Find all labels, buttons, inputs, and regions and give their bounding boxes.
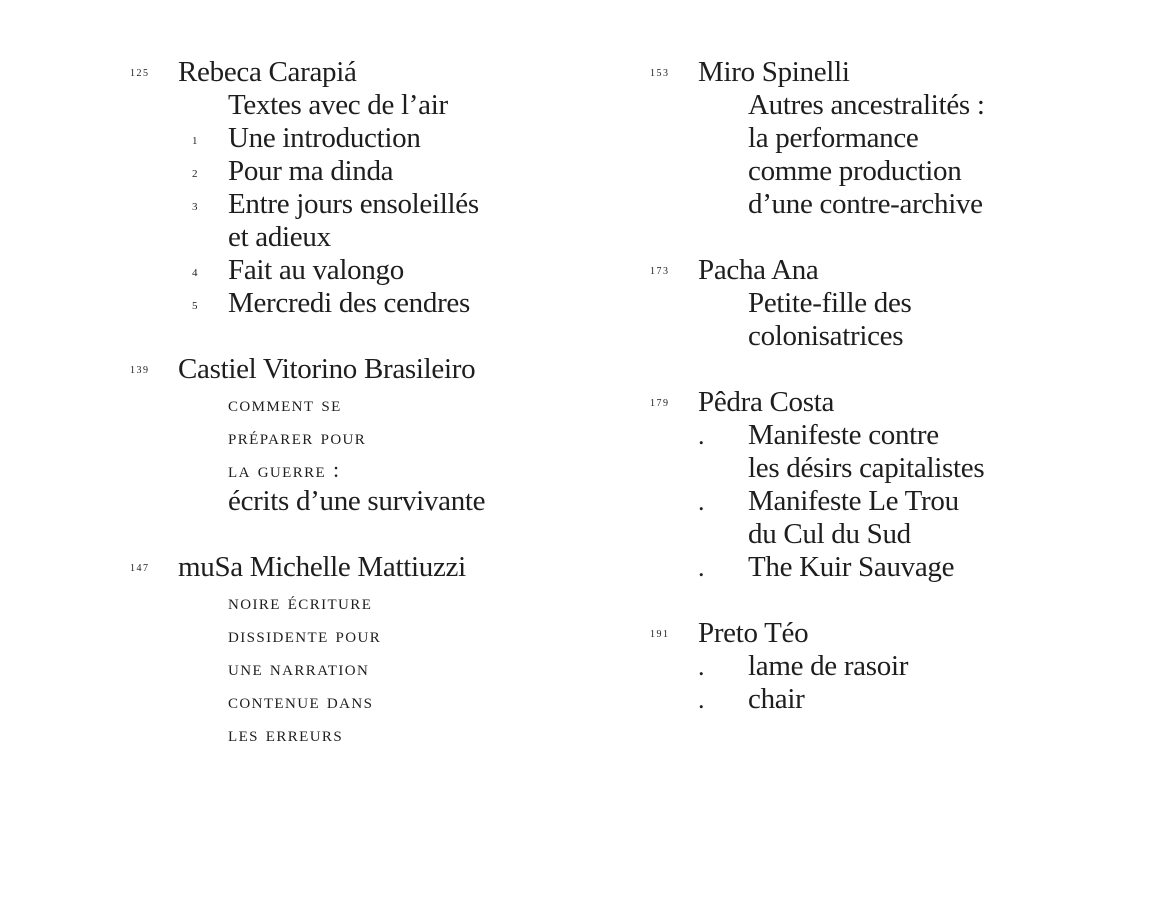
title-line bbox=[126, 155, 606, 188]
toc-left-column bbox=[126, 56, 606, 782]
author-name: Rebeca Carapiá bbox=[178, 56, 357, 88]
title-text: écrits d’une survivante bbox=[228, 485, 486, 517]
title-line bbox=[646, 122, 1146, 155]
title-line bbox=[646, 89, 1146, 122]
title-line bbox=[126, 188, 606, 221]
toc-entry bbox=[646, 56, 1146, 221]
page-number: 179 bbox=[650, 398, 670, 409]
title-line bbox=[126, 716, 606, 749]
title-line bbox=[646, 155, 1146, 188]
title-line bbox=[126, 584, 606, 617]
toc-entry bbox=[646, 386, 1146, 584]
title-text: Une introduction bbox=[228, 122, 421, 154]
title-text: du Cul du Sud bbox=[748, 518, 911, 550]
author-name: Castiel Vitorino Brasileiro bbox=[178, 353, 476, 385]
title-text: préparer pour bbox=[228, 424, 367, 449]
title-text: The Kuir Sauvage bbox=[748, 551, 955, 583]
title-text: colonisatrices bbox=[748, 320, 904, 352]
title-text: noire écriture bbox=[228, 589, 373, 614]
author-line bbox=[126, 551, 606, 584]
title-text: chair bbox=[748, 683, 805, 715]
title-text: Petite-fille des bbox=[748, 287, 912, 319]
item-number: 2 bbox=[192, 168, 198, 180]
item-number: 1 bbox=[192, 135, 198, 147]
item-number: 3 bbox=[192, 201, 198, 213]
title-line bbox=[646, 188, 1146, 221]
title-text: comme production bbox=[748, 155, 962, 187]
toc-entry bbox=[646, 254, 1146, 353]
title-line bbox=[646, 485, 1146, 518]
title-line bbox=[126, 221, 606, 254]
title-text: la performance bbox=[748, 122, 919, 154]
title-line bbox=[646, 452, 1146, 485]
author-line bbox=[646, 56, 1146, 89]
title-text: Fait au valongo bbox=[228, 254, 404, 286]
title-line bbox=[646, 287, 1146, 320]
page-number: 139 bbox=[130, 365, 150, 376]
author-name: Pêdra Costa bbox=[698, 386, 835, 418]
page-number: 191 bbox=[650, 629, 670, 640]
author-name: Preto Téo bbox=[698, 617, 809, 649]
title-line bbox=[126, 650, 606, 683]
title-text: d’une contre-archive bbox=[748, 188, 983, 220]
toc-entry bbox=[126, 353, 606, 518]
title-text: comment se bbox=[228, 391, 342, 416]
title-line bbox=[126, 419, 606, 452]
page-number: 125 bbox=[130, 68, 150, 79]
page-number: 153 bbox=[650, 68, 670, 79]
title-line bbox=[126, 287, 606, 320]
title-line bbox=[126, 617, 606, 650]
author-name: Pacha Ana bbox=[698, 254, 819, 286]
title-text: les désirs capitalistes bbox=[748, 452, 985, 484]
title-line bbox=[646, 320, 1146, 353]
title-line bbox=[126, 485, 606, 518]
toc-entry bbox=[646, 617, 1146, 716]
title-line bbox=[646, 650, 1146, 683]
item-number: 5 bbox=[192, 300, 198, 312]
author-line bbox=[646, 254, 1146, 287]
title-text: Entre jours ensoleillés bbox=[228, 188, 479, 220]
author-line bbox=[126, 56, 606, 89]
title-text: la guerre : bbox=[228, 457, 341, 482]
title-line bbox=[646, 518, 1146, 551]
title-line bbox=[126, 683, 606, 716]
title-text: Textes avec de l’air bbox=[228, 89, 448, 121]
author-line bbox=[646, 617, 1146, 650]
title-line bbox=[126, 89, 606, 122]
title-text: Autres ancestralités : bbox=[748, 89, 985, 121]
toc-right-column bbox=[646, 56, 1146, 749]
bullet-marker: . bbox=[698, 553, 705, 582]
title-text: une narration bbox=[228, 655, 370, 680]
bullet-marker: . bbox=[698, 652, 705, 681]
title-text: Pour ma dinda bbox=[228, 155, 394, 187]
author-name: muSa Michelle Mattiuzzi bbox=[178, 551, 466, 583]
author-name: Miro Spinelli bbox=[698, 56, 850, 88]
title-text: contenue dans bbox=[228, 688, 374, 713]
title-line bbox=[126, 386, 606, 419]
title-text: Mercredi des cendres bbox=[228, 287, 470, 319]
author-line bbox=[646, 386, 1146, 419]
title-text: Manifeste Le Trou bbox=[748, 485, 959, 517]
title-line bbox=[126, 452, 606, 485]
title-text: dissidente pour bbox=[228, 622, 382, 647]
item-number: 4 bbox=[192, 267, 198, 279]
title-text: les erreurs bbox=[228, 721, 344, 746]
author-line bbox=[126, 353, 606, 386]
title-line bbox=[126, 254, 606, 287]
bullet-marker: . bbox=[698, 685, 705, 714]
bullet-marker: . bbox=[698, 487, 705, 516]
title-line bbox=[646, 683, 1146, 716]
page-number: 147 bbox=[130, 563, 150, 574]
title-text: et adieux bbox=[228, 221, 331, 253]
page-number: 173 bbox=[650, 266, 670, 277]
bullet-marker: . bbox=[698, 421, 705, 450]
toc-entry bbox=[126, 551, 606, 749]
title-text: Manifeste contre bbox=[748, 419, 939, 451]
title-line bbox=[646, 551, 1146, 584]
title-line bbox=[126, 122, 606, 155]
title-text: lame de rasoir bbox=[748, 650, 909, 682]
toc-entry bbox=[126, 56, 606, 320]
title-line bbox=[646, 419, 1146, 452]
